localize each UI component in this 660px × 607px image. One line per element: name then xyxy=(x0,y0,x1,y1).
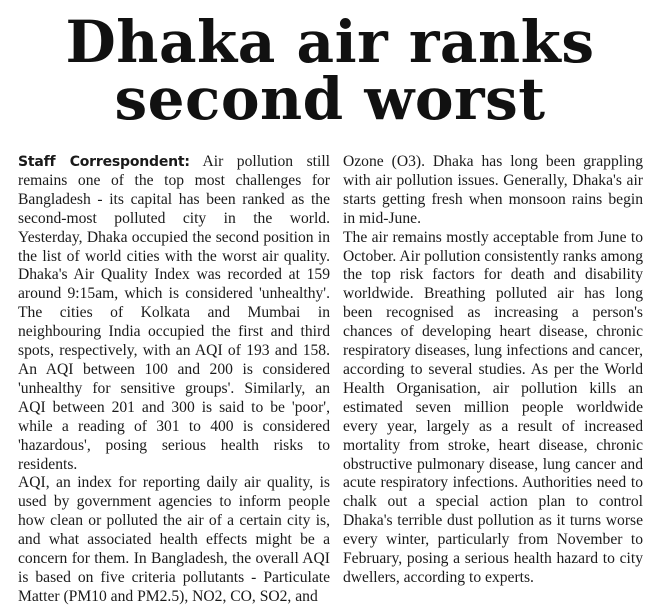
headline-line-1: Dhaka air ranks xyxy=(65,8,595,76)
paragraph-text: Air pollution still remains one of the top most challenges for Bangladesh - its capital has been ranked as the second-most polluted city in the world. Yesterday, Dhaka occupied the second position in the list of world cities with the worst air quality. Dhaka's Air Quality Index was recorded at 159 around 9:15am, which is considered 'unhealthy'. The cities of Kolkata and Mumbai in neighbouring India occupied the first and third spots, respectively, with an AQI of 193 and 158. An AQI between 100 and 200 is considered 'unhealthy for sensitive groups'. Similarly, an AQI between 201 and 300 is said to be 'poor', while a reading of 301 to 400 is considered 'hazardous', posing serious health risks to residents. xyxy=(18,153,330,473)
article-paragraph: The air remains mostly acceptable from June to October. Air pollution consistently ranks among the top risk factors for death and disability worldwide. Breathing polluted air has long been recognised as increasing a person's chances of developing heart disease, chronic respiratory diseases, lung infections and cancer, according to several studies. As per the World Health Organisation, air pollution kills an estimated seven million people worldwide every year, largely as a result of increased mortality from stroke, heart disease, chronic obstructive pulmonary disease, lung cancer and acute respiratory infections. Authorities need to chalk out a special action plan to control Dhaka's terrible dust pollution as it turns worse every winter, particularly from November to February, posing a serious health hazard to city dwellers, according to experts. xyxy=(343,228,643,586)
byline: Staff Correspondent: xyxy=(18,154,190,170)
headline-line-2: second worst xyxy=(114,65,546,133)
article-paragraph xyxy=(18,153,330,474)
article-paragraph: Ozone (O3). Dhaka has long been grappling with air pollution issues. Generally, Dhaka's air starts getting fresh when monsoon rains begin in mid-June. xyxy=(343,153,643,227)
article-column-left xyxy=(18,153,330,607)
headline xyxy=(0,8,660,133)
article-column-right xyxy=(343,153,643,588)
article-paragraph: AQI, an index for reporting daily air quality, is used by government agencies to inform people how clean or polluted the air of a certain city is, and what associated health effects might be a concern for them. In Bangladesh, the overall AQI is based on five criteria pollutants - Particulate Matter (PM10 and PM2.5), NO2, CO, SO2, and xyxy=(18,474,330,605)
